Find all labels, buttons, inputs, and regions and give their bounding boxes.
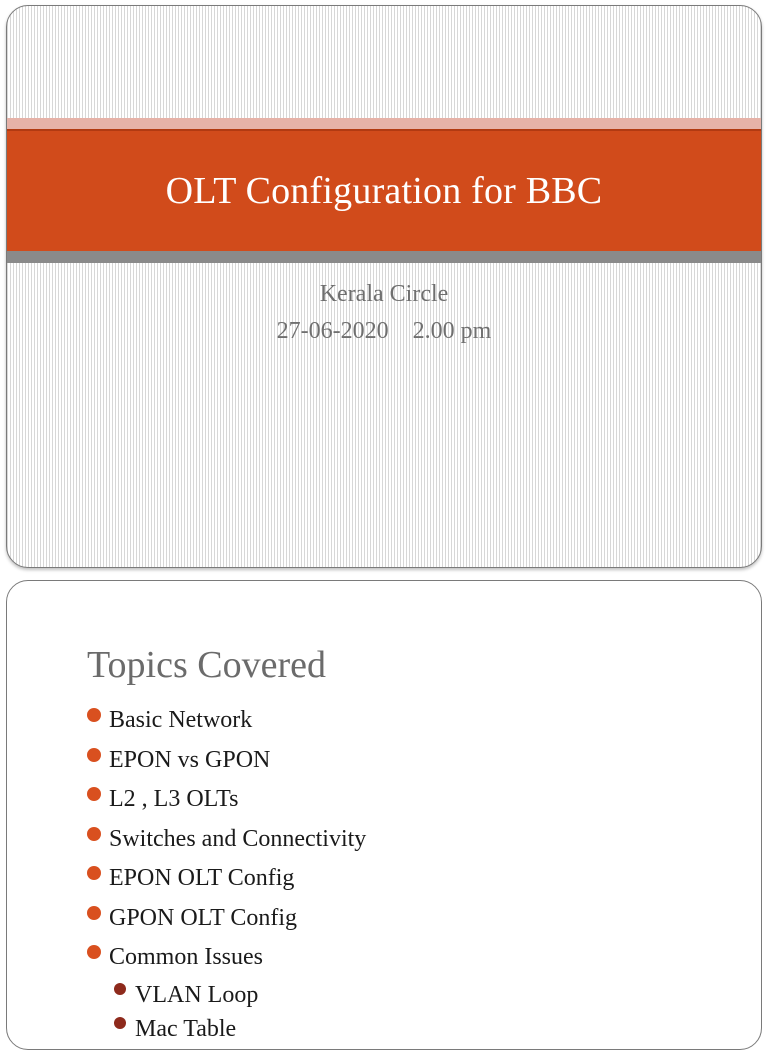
bullet-icon xyxy=(87,708,101,722)
subtitle-block xyxy=(7,276,761,350)
list-item xyxy=(87,741,366,781)
list-item xyxy=(87,859,366,899)
list-item-label: Basic Network xyxy=(109,707,253,733)
list-item-label: EPON OLT Config xyxy=(109,865,295,891)
list-item-label: Common Issues xyxy=(109,944,264,970)
bullet-icon xyxy=(87,748,101,762)
subtitle-time: 2.00 pm xyxy=(412,318,492,344)
topics-list xyxy=(87,701,366,1046)
list-item-label: GPON OLT Config xyxy=(109,904,298,931)
list-item xyxy=(87,780,366,820)
sub-bullet-icon xyxy=(114,983,126,995)
list-item-label: Switches and Connectivity xyxy=(109,825,367,852)
sub-bullet-icon xyxy=(114,1017,126,1029)
list-item xyxy=(87,938,366,978)
sub-list-item-label: VLAN Loop xyxy=(135,981,259,1008)
subtitle-circle: Kerala Circle xyxy=(319,281,449,307)
bullet-icon xyxy=(87,787,101,801)
subtitle-date: 27-06-2020 xyxy=(276,318,389,344)
list-item xyxy=(87,701,366,741)
sub-list-item-label: Mac Table xyxy=(135,1015,237,1042)
sub-list-item xyxy=(87,1012,366,1046)
title-band xyxy=(7,129,761,251)
bullet-icon xyxy=(87,827,101,841)
topics-slide[interactable] xyxy=(6,580,762,1050)
subtitle-datetime xyxy=(7,313,761,350)
sub-list-item xyxy=(87,978,366,1012)
bullet-icon xyxy=(87,906,101,920)
bullet-icon xyxy=(87,945,101,959)
bullet-icon xyxy=(87,866,101,880)
title-slide[interactable] xyxy=(6,5,762,568)
list-item-label: L2 , L3 OLTs xyxy=(109,786,239,812)
accent-line-bottom xyxy=(7,251,761,263)
list-item xyxy=(87,820,366,860)
accent-line-top xyxy=(7,118,761,129)
list-item-label: EPON vs GPON xyxy=(109,746,271,773)
list-item xyxy=(87,899,366,939)
slide-title: OLT Configuration for BBC xyxy=(165,170,603,212)
topics-title: Topics Covered xyxy=(87,644,327,686)
